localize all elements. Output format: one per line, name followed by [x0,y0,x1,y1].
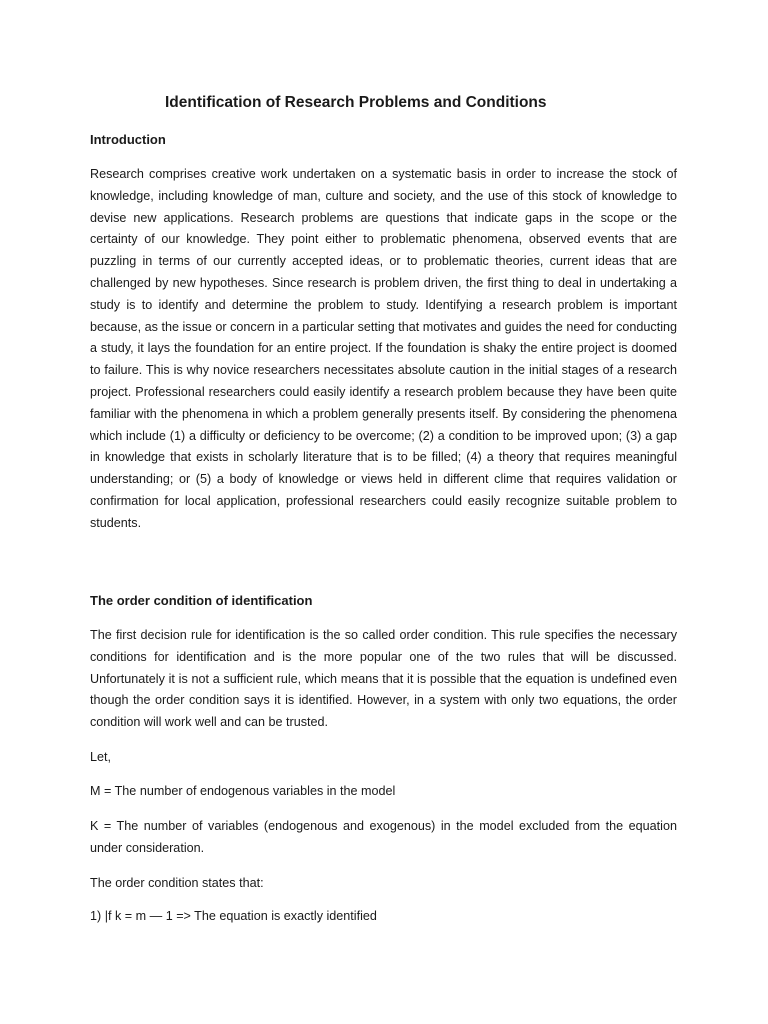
order-condition-rule-1: 1) |f k = m — 1 => The equation is exactly identified [90,909,377,923]
introduction-heading: Introduction [90,132,166,147]
k-definition: K = The number of variables (endogenous and exogenous) in the model excluded from the equation under consideration. [90,819,677,855]
page-title: Identification of Research Problems and Conditions [165,94,547,111]
let-label: Let, [90,750,112,764]
order-condition-heading: The order condition of identification [90,593,313,608]
order-condition-statement-label: The order condition states that: [90,876,264,890]
order-condition-paragraph: The first decision rule for identification is the so called order condition. This rule specifies the necessary conditions for identification and is the more popular one of the two rules that will be discussed. Unfortunately it is not a sufficient rule, which means that it is possible that the equation is undefined even though the order condition says it is identified. However, in a system with only two equations, the order condition will work well and can be trusted. [90,628,677,730]
m-definition: M = The number of endogenous variables in the model [90,784,396,798]
introduction-paragraph: Research comprises creative work undertaken on a systematic basis in order to increase the stock of knowledge, including knowledge of man, culture and society, and the use of this stock of knowledge to devise new applications. Research problems are questions that indicate gaps in the scope or the certainty of our knowledge. They point either to problematic phenomena, observed events that are puzzling in terms of our currently accepted ideas, or to problematic theories, current ideas that are challenged by new hypotheses. Since research is problem driven, the first thing to deal in undertaking a study is to identify and determine the problem to study. Identifying a research problem is important because, as the issue or concern in a particular setting that motivates and guides the need for conducting a study, it lays the foundation for an entire project. If the foundation is shaky the entire project is doomed to failure. This is why novice researchers necessitates absolute caution in the initial stages of a research project. Professional researchers could easily identify a research problem because they have been quite familiar with the phenomena in which a problem generally presents itself. By considering the phenomena which include (1) a difficulty or deficiency to be overcome; (2) a condition to be improved upon; (3) a gap in knowledge that exists in scholarly literature that is to be filled; (4) a theory that requires meaningful understanding; or (5) a body of knowledge or views held in different clime that requires validation or confirmation for local application, professional researchers could easily recognize suitable problem to students. [90,167,677,530]
